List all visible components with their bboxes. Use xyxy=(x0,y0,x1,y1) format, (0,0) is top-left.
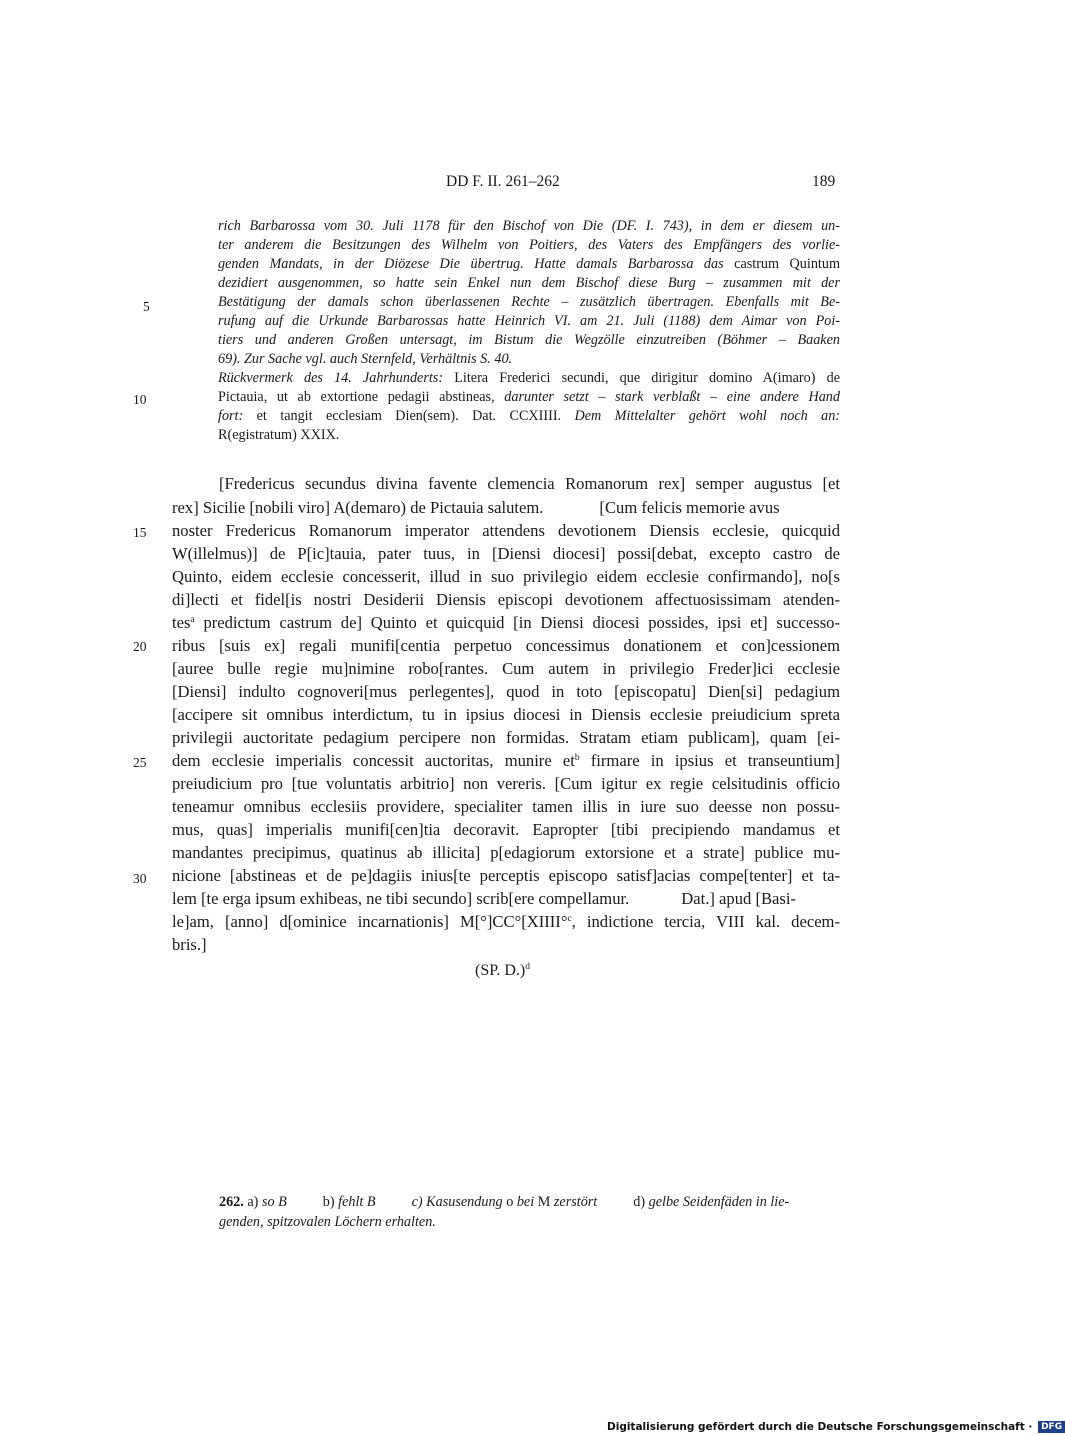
footnote-mark-c: c xyxy=(567,914,572,924)
digitization-credit: Digitalisierung gefördert durch die Deutsche Forschungsgemeinschaft · DFG xyxy=(607,1421,1065,1433)
commentary-line: rufung auf die Urkunde Barbarossas hatte Heinrich VI. am 21. Juli (1188) dem Aimar von Poi- xyxy=(218,313,840,329)
line-number-25: 25 xyxy=(133,755,147,770)
footnote-mark-d: d xyxy=(525,962,530,972)
dorsal-note-line: R(egistratum) XXIX. xyxy=(218,427,340,443)
commentary-line: Bestätigung der damals schon überlassenen Rechte – zusätzlich übertragen. Ebenfalls mit Be- xyxy=(218,294,840,310)
charter-line: nicione [abstineas et de pe]dagiis inius[te perceptis episcopo satisf]acias compe[tenter] et ta- xyxy=(172,866,840,885)
charter-line: [Diensi] indulto cognoveri[mus perlegentes], quod in toto [episcopatu] Dien[si] pedagium xyxy=(172,682,840,701)
charter-line: privilegii auctoritate pedagium percipere non formidas. Stratam etiam publicam], quam [ei- xyxy=(172,728,840,747)
apparatus-line: 262. a) so B b) fehlt B c) Kasusendung o bei M zerstört d) gelbe Seidenfäden in lie- xyxy=(219,1194,790,1210)
commentary-line: rich Barbarossa vom 30. Juli 1178 für den Bischof von Die (DF. I. 743), in dem er diesem un- xyxy=(218,218,840,234)
charter-line: ribus [suis ex] regali munifi[centia perpetuo concessimus donationem et con]cessionem xyxy=(172,636,840,655)
charter-line: di]lecti et fidel[is nostri Desiderii Diensis episcopi devotionem affectuosissimam atenden- xyxy=(172,590,840,609)
charter-line: le]am, [anno] d[ominice incarnationis] M[°]CC°[XIIII°$^c$, indictione tercia, VIII kal. decem- xyxy=(172,912,840,931)
commentary-line: 69). Zur Sache vgl. auch Sternfeld, Verhältnis S. 40. xyxy=(218,351,513,367)
signum-line: (SP. D.)$^d$ xyxy=(475,962,530,979)
charter-line: [accipere sit omnibus interdictum, tu in ipsius diocesi in Diensis ecclesie preiudicium spreta xyxy=(172,705,840,724)
commentary-line: tiers und anderen Großen untersagt, im Bistum die Wegzölle einzutreiben (Böhmer – Baaken xyxy=(218,332,840,348)
apparatus-line: genden, spitzovalen Löchern erhalten. xyxy=(219,1214,436,1230)
charter-line: preiudicium pro [tue voluntatis arbitrio] non vereris. [Cum igitur ex regie celsitudinis officio xyxy=(172,774,840,793)
dorsal-note-line: Pictauia, ut ab extortione pedagii abstineas, darunter setzt – stark verblaßt – eine andere Hand xyxy=(218,389,840,405)
line-number-10: 10 xyxy=(133,392,147,407)
commentary-line: dezidiert ausgenommen, so hatte sein Enkel nun dem Bischof diese Burg – zusammen mit der xyxy=(218,275,840,291)
charter-line: mus, quas] imperialis munifi[cen]tia decoravit. Eapropter [tibi precipiendo mandamus et xyxy=(172,820,840,839)
charter-line: rex] Sicilie [nobili viro] A(demaro) de Pictauia salutem. [Cum felicis memorie avus xyxy=(172,498,780,517)
line-number-20: 20 xyxy=(133,639,147,654)
commentary-line: genden Mandats, in der Diözese Die übertrug. Hatte damals Barbarossa das castrum Quintum xyxy=(218,256,840,272)
line-number-5: 5 xyxy=(143,299,150,314)
running-header xyxy=(0,173,1000,195)
charter-line: [Fredericus secundus divina favente clemencia Romanorum rex] semper augustus [et xyxy=(219,474,840,493)
charter-line: teneamur omnibus ecclesiis providere, specialiter tamen illis in iure suo deesse non possu- xyxy=(172,797,840,816)
charter-line: [auree bulle regie mu]nimine robo[rantes. Cum autem in privilegio Freder]ici ecclesie xyxy=(172,659,840,678)
line-number-15: 15 xyxy=(133,525,147,540)
charter-line: mandantes precipimus, quatinus ab illicita] p[edagiorum extorsione et a strate] publice mu- xyxy=(172,843,840,862)
dfg-logo: DFG xyxy=(1038,1421,1065,1433)
charter-line: Quinto, eidem ecclesie concesserit, illud in suo privilegio eidem ecclesie confirmando], no[s xyxy=(172,567,840,586)
footnote-mark-b: b xyxy=(574,753,580,763)
charter-line: dem ecclesie imperialis concessit auctoritas, munire $et^b$ firmare in ipsius et transeuntium] xyxy=(172,751,841,770)
dorsal-note-line: fort: et tangit ecclesiam Dien(sem). Dat. CCXIIII. Dem Mittelalter gehört wohl noch an: xyxy=(218,408,841,424)
charter-line: noster Fredericus Romanorum imperator attendens devotionem Diensis ecclesie, quicquid xyxy=(172,521,840,540)
page-number: 189 xyxy=(812,173,836,190)
charter-line: lem [te erga ipsum exhibeas, ne tibi secundo] scrib[ere compellamur. Dat.] apud [Basi- xyxy=(172,889,797,908)
charter-line: tes$^a$ predictum castrum de] Quinto et quicquid [in Diensi diocesi possides, ipsi et] successo- xyxy=(172,613,841,632)
footnote-mark-a: a xyxy=(190,615,195,625)
running-title: DD F. II. 261–262 xyxy=(446,173,560,190)
commentary-line: ter anderem die Besitzungen des Wilhelm von Poitiers, des Vaters des Empfängers des vorlie- xyxy=(218,237,840,253)
line-number-30: 30 xyxy=(133,871,147,886)
dorsal-note-line: Rückvermerk des 14. Jahrhunderts: Litera Frederici secundi, que dirigitur domino A(imaro) de xyxy=(218,370,840,386)
charter-line: W(illelmus)] de P[ic]tauia, pater tuus, in [Diensi diocesi] possi[debat, excepto castro de xyxy=(172,544,840,563)
charter-line: bris.] xyxy=(172,935,207,954)
